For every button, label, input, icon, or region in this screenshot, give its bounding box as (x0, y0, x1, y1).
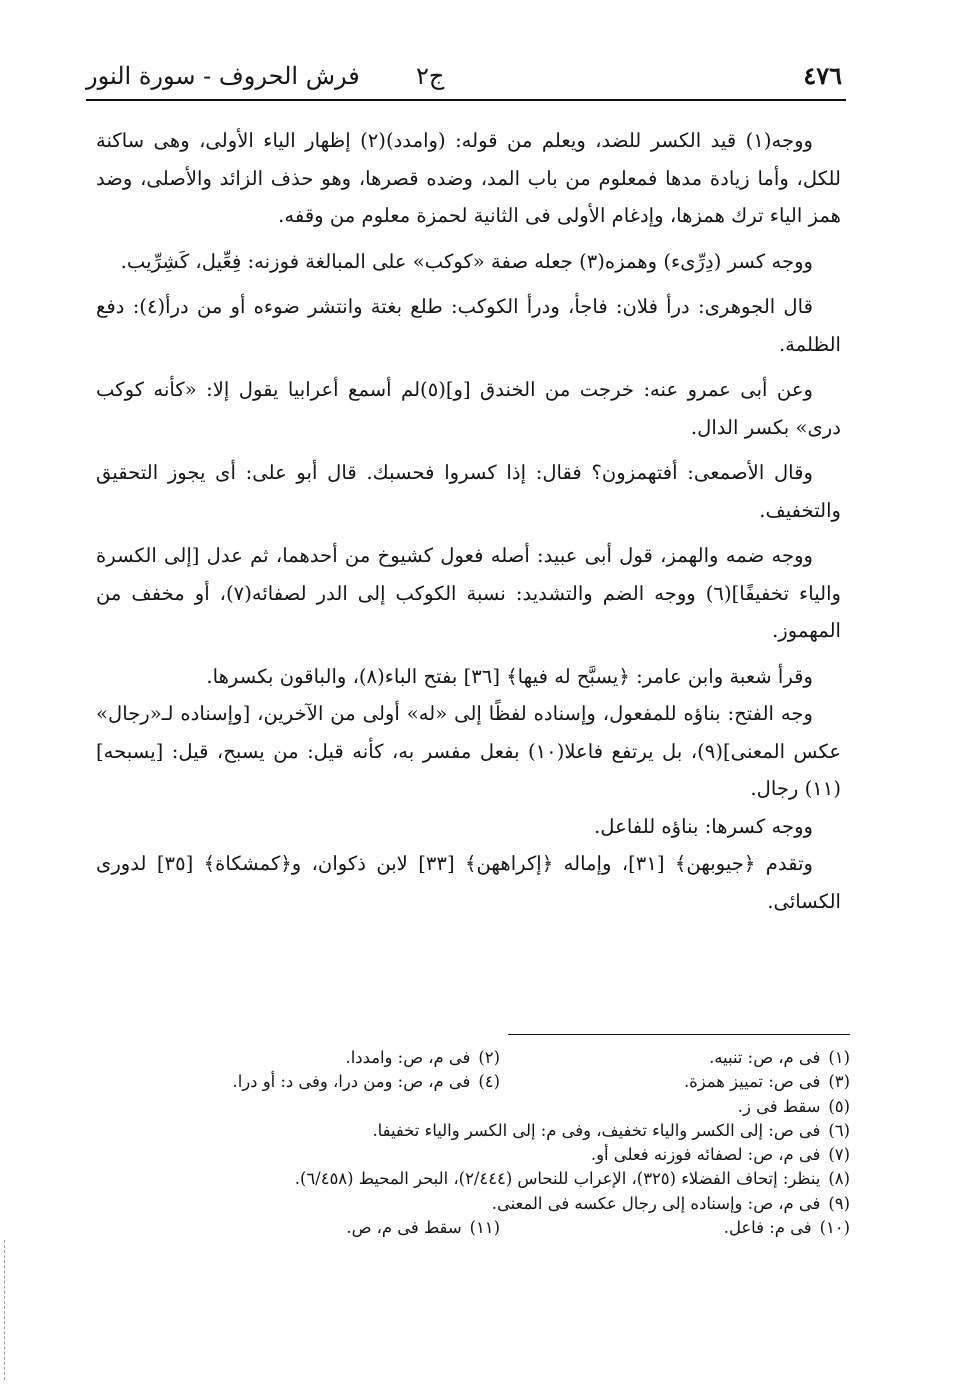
footnote (150, 1216, 500, 1240)
footnote-text: سقط فى م، ص. (346, 1218, 462, 1238)
footnote-number: (١١) (469, 1218, 500, 1238)
footnote (150, 1143, 850, 1167)
volume-label: ج٢ (416, 62, 445, 90)
footnote (150, 1167, 850, 1191)
main-text (96, 122, 841, 928)
footnote (500, 1070, 850, 1094)
paragraph: ووجه(١) قيد الكسر للضد، ويعلم من قوله: (وامدد)(٢) إظهار الياء الأولى، وهى ساكنة للكل، وأما زيادة مدها فمعلوم من باب المد، وضده قصرها، وهو حذف الزائد والأصلى، وضد همز الياء ترك همزها، وإدغام الأولى فى الثانية لحمزة معلوم من وقفه. (96, 129, 841, 227)
footnotes (150, 1046, 850, 1240)
footnote (500, 1216, 850, 1240)
footnote-text: فى م، ص: وامددا. (345, 1048, 471, 1067)
footnote-row (150, 1046, 850, 1070)
scan-edge-marks (4, 1240, 7, 1380)
paragraph: وعن أبى عمرو عنه: خرجت من الخندق [و](٥)لم أسمع أعرابيا يقول إلا: «كأنه كوكب درى» بكسر الدال. (96, 378, 841, 439)
paragraph: ووجه كسرها: بناؤه للفاعل. (594, 814, 813, 838)
paragraph: وتقدم ﴿جيوبهن﴾ [٣١]، وإماله ﴿إكراههن﴾ [٣٣] لابن ذكوان، و﴿كمشكاة﴾ [٣٥] لدورى الكسائى. (96, 852, 841, 913)
footnote-number: (٤) (478, 1072, 500, 1092)
footnote-row (150, 1070, 850, 1094)
paragraph: قال الجوهرى: درأ فلان: فاجأ، ودرأ الكوكب: طلع بغتة وانتشر ضوءه أو من درأ(٤): دفع الظلمة. (96, 295, 841, 356)
footnote-divider (508, 1034, 850, 1035)
paragraph: ووجه كسر (دِرِّىء) وهمزه(٣) جعله صفة «كوكب» على المبالغة فوزنه: فِعِّيل، كَشِرِّيب. (120, 249, 813, 273)
page-number: ٤٧٦ (803, 61, 842, 90)
paragraph: ووجه ضمه والهمز، قول أبى عبيد: أصله فعول كشيوخ من أحدهما، ثم عدل [إلى الكسرة والياء تخفيفًا](٦) ووجه الضم والتشديد: نسبة الكوكب إلى الدر لصفائه(٧)، أو مخفف من المهموز. (96, 544, 842, 642)
paragraph: وقرأ شعبة وابن عامر: ﴿يسبَّح له فيها﴾ [٣٦] بفتح الباء(٨)، والباقون بكسرها. (206, 664, 813, 688)
footnote (150, 1046, 500, 1070)
footnote-number: (٣) (828, 1072, 850, 1092)
footnote (150, 1192, 850, 1216)
footnote-text: فى ص: إلى الكسر والياء تخفيف، وفى م: إلى الكسر والياء تخفيفا. (372, 1120, 821, 1140)
header-divider (86, 99, 846, 101)
paragraph: وجه الفتح: بناؤه للمفعول، وإسناده لفظًا إلى «له» أولى من الآخرين، [وإسناده لـ«رجال» عكس المعنى](٩)، بل يرتفع فاعلا(١٠) بفعل مفسر به، كأنه قيل: من يسبح، قيل: [يسبحه](١١) رجال. (96, 702, 842, 800)
footnote-number: (٢) (478, 1048, 500, 1067)
footnote-row (150, 1216, 850, 1240)
footnote-number: (٦) (828, 1120, 850, 1140)
footnote-text: فى م، ص: لصفائه فوزنه فعلى أو. (590, 1145, 821, 1165)
footnote-number: (١) (828, 1048, 850, 1067)
chapter-title: فرش الحروف - سورة النور (86, 62, 360, 90)
footnote-number: (٩) (828, 1193, 850, 1213)
footnote-text: سقط فى ز. (737, 1096, 821, 1116)
footnote (500, 1046, 850, 1070)
footnote-text: فى م، ص: وإسناده إلى رجال عكسه فى المعنى. (491, 1193, 821, 1213)
footnote-text: فى م، ص: تنبيه. (709, 1048, 821, 1067)
footnote-text: فى م: فاعل. (723, 1218, 812, 1238)
footnote-number: (٧) (828, 1145, 850, 1165)
footnote-text: فى م، ص: ومن درا، وفى د: أو درا. (232, 1072, 471, 1092)
paragraph: وقال الأصمعى: أفتهمزون؟ فقال: إذا كسروا فحسبك. قال أبو على: أى يجوز التحقيق والتخفيف. (96, 461, 841, 522)
footnote-number: (٥) (828, 1096, 850, 1116)
footnote (150, 1095, 850, 1119)
footnote (150, 1119, 850, 1143)
footnote-number: (٨) (828, 1169, 850, 1189)
footnote-text: فى ص: تمييز همزة. (683, 1072, 821, 1092)
footnote-text: ينظر: إتحاف الفضلاء (٣٢٥)، الإعراب للنحاس (٢/٤٤٤)، البحر المحيط (٦/٤٥٨). (294, 1169, 821, 1189)
footnote (150, 1070, 500, 1094)
running-header (86, 56, 850, 96)
footnote-number: (١٠) (819, 1218, 850, 1238)
